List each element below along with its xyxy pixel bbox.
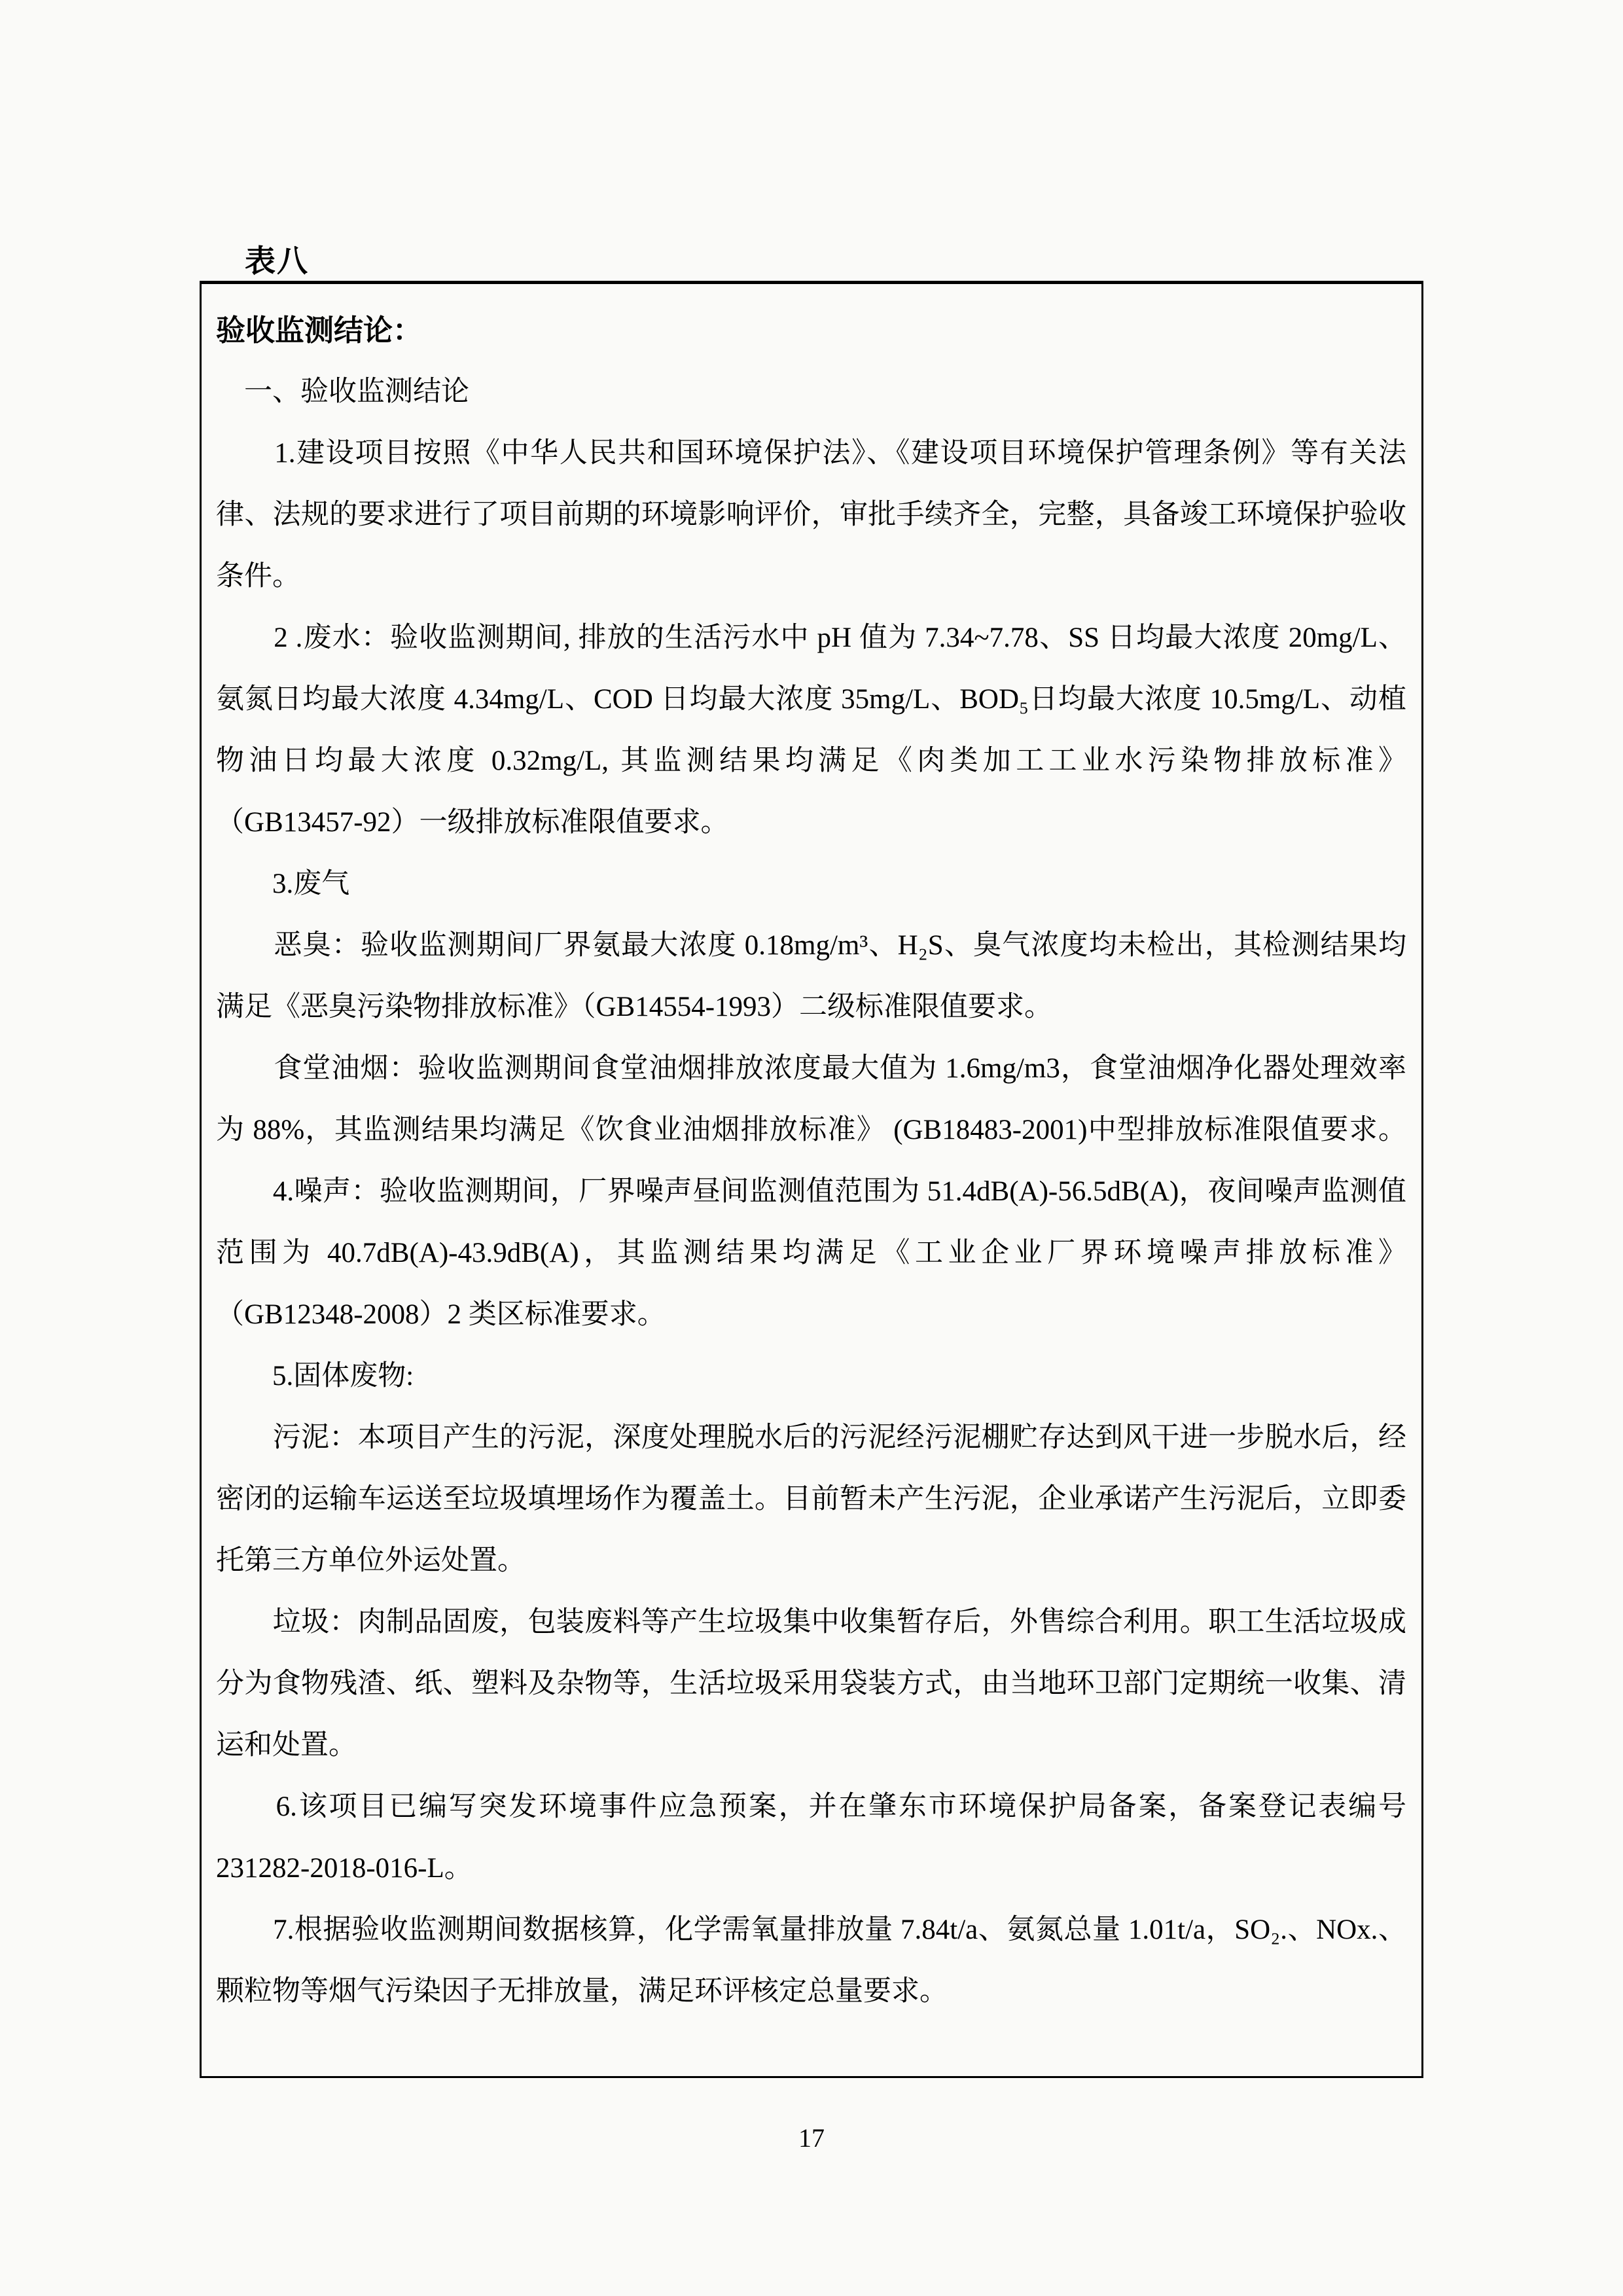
- text-line: 食堂油烟：验收监测期间食堂油烟排放浓度最大值为 1.6mg/m3，食堂油烟净化器处理效率: [216, 1053, 1406, 1084]
- text-line: 运和处置。: [216, 1730, 357, 1761]
- page-number: 17: [798, 2123, 825, 2153]
- text-line: 垃圾：肉制品固废，包装废料等产生垃圾集中收集暂存后，外售综合利用。职工生活垃圾成: [216, 1607, 1406, 1638]
- text-line: 分为食物残渣、纸、塑料及杂物等，生活垃圾采用袋装方式，由当地环卫部门定期统一收集、清: [216, 1668, 1406, 1699]
- text-line: 氨氮日均最大浓度 4.34mg/L、COD 日均最大浓度 35mg/L、BOD₅日均最大浓度 10.5mg/L、动植: [216, 684, 1406, 715]
- text-line: 231282-2018-016-L。: [216, 1853, 473, 1884]
- text-line: （GB12348-2008）2 类区标准要求。: [216, 1299, 666, 1330]
- text-line: 满足《恶臭污染物排放标准》（GB14554-1993）二级标准限值要求。: [216, 992, 1053, 1022]
- text-line: 颗粒物等烟气污染因子无排放量，满足环评核定总量要求。: [216, 1976, 948, 2007]
- conclusion-text: [216, 300, 1406, 2022]
- text-line: 4.噪声：验收监测期间，厂界噪声昼间监测值范围为 51.4dB(A)-56.5dB(A)，夜间噪声监测值: [216, 1176, 1406, 1207]
- table-heading: 表八: [245, 245, 309, 279]
- text-line: 一、验收监测结论: [216, 376, 469, 407]
- text-line: 恶臭：验收监测期间厂界氨最大浓度 0.18mg/m³、H₂S、臭气浓度均未检出，其检测结果均: [216, 930, 1406, 961]
- text-line: 条件。: [216, 561, 300, 592]
- text-line: 物油日均最大浓度 0.32mg/L, 其监测结果均满足《肉类加工工业水污染物排放标准》: [216, 745, 1406, 776]
- text-line: 律、法规的要求进行了项目前期的环境影响评价，审批手续齐全，完整，具备竣工环境保护验收: [216, 499, 1406, 530]
- text-line: 5.固体废物:: [216, 1361, 414, 1391]
- text-line: 2 .废水：验收监测期间, 排放的生活污水中 pH 值为 7.34~7.78、SS 日均最大浓度 20mg/L、: [216, 622, 1406, 653]
- text-line: 7.根据验收监测期间数据核算，化学需氧量排放量 7.84t/a、氨氮总量 1.01t/a，SO₂.、NOx.、: [216, 1914, 1406, 1945]
- conclusion-box: [200, 281, 1423, 2078]
- text-line: 1.建设项目按照《中华人民共和国环境保护法》、《建设项目环境保护管理条例》等有关法: [216, 438, 1406, 469]
- text-line: 范围为 40.7dB(A)-43.9dB(A)，其监测结果均满足《工业企业厂界环境噪声排放标准》: [216, 1238, 1406, 1268]
- text-line: 密闭的运输车运送至垃圾填埋场作为覆盖土。目前暂未产生污泥，企业承诺产生污泥后，立即委: [216, 1484, 1406, 1515]
- text-line: 验收监测结论：: [216, 314, 423, 347]
- text-line: 污泥：本项目产生的污泥，深度处理脱水后的污泥经污泥棚贮存达到风干进一步脱水后，经: [216, 1422, 1406, 1453]
- text-line: 3.废气: [216, 869, 350, 899]
- text-line: 托第三方单位外运处置。: [216, 1545, 526, 1576]
- text-line: 6.该项目已编写突发环境事件应急预案，并在肇东市环境保护局备案，备案登记表编号: [216, 1791, 1406, 1822]
- text-line: （GB13457-92）一级排放标准限值要求。: [216, 807, 729, 838]
- text-line: 为 88%，其监测结果均满足《饮食业油烟排放标准》 (GB18483-2001)中型排放标准限值要求。: [216, 1115, 1406, 1145]
